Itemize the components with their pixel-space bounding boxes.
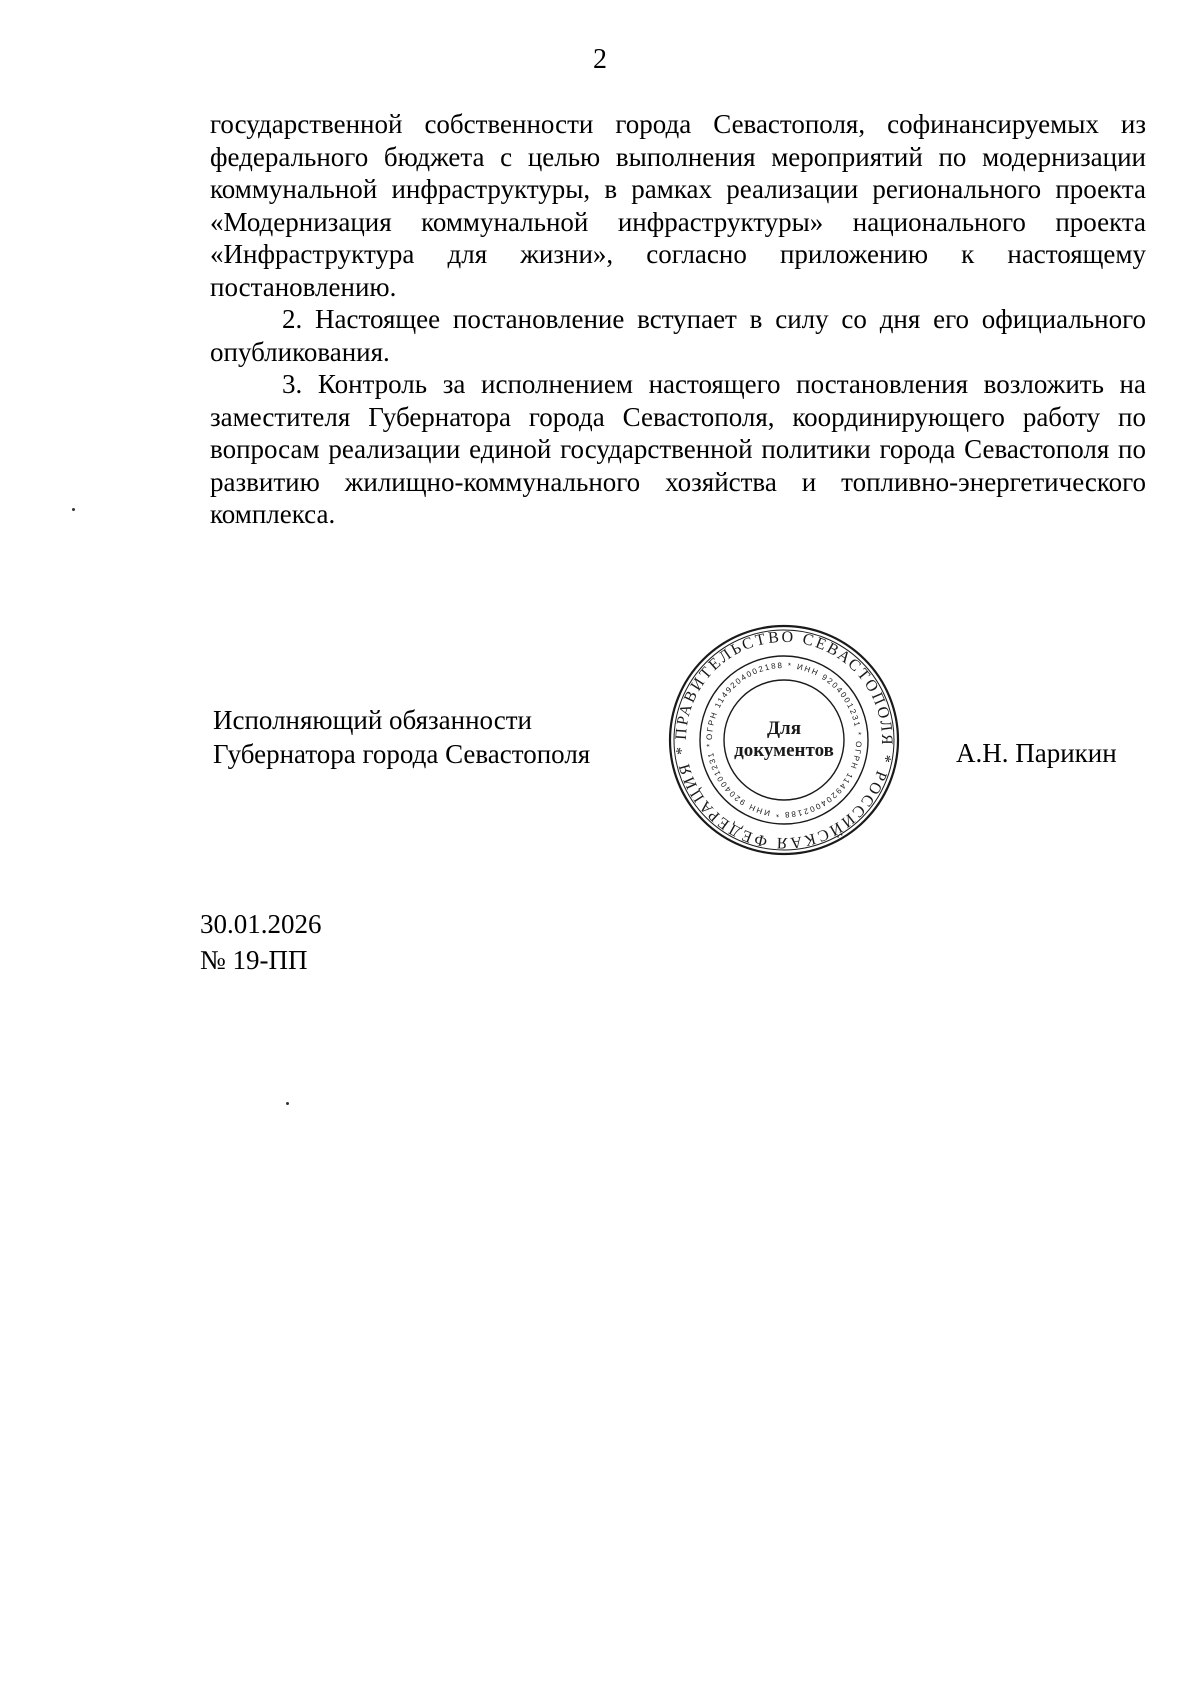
paragraph-continuation: государственной собственности города Севастополя, софинансируемых из федерального бюджета с целью выполнения мероприятий по модернизации коммунальной инфраструктуры, в рамках реализации регионального проекта «Модернизация коммунальной инфраструктуры» национального проекта «Инфраструктура для жизни», согласно приложению к настоящему постановлению. [210,109,1146,302]
document-number: № 19-ПП [200,945,308,975]
document-body [210,108,1146,531]
official-seal-stamp [666,622,902,858]
document-date: 30.01.2026 [200,909,322,939]
signatory-position [213,703,590,771]
signatory-name: А.Н. Парикин [956,738,1117,768]
scan-speck [72,508,75,511]
paragraph-effective-date: 2. Настоящее постановление вступает в силу со дня его официального опубликования. [210,304,1146,367]
page-number: 2 [593,44,607,75]
scan-speck [286,1102,289,1105]
stamp-center-line1: Для [766,718,802,739]
signatory-position-line2: Губернатора города Севастополя [213,739,591,769]
stamp-outer-text: ПРАВИТЕЛЬСТВО СЕВАСТОПОЛЯ * РОССИЙСКАЯ ФЕДЕРАЦИЯ * [672,628,896,852]
signatory-position-line1: Исполняющий обязанности [213,705,532,735]
document-date-number [200,906,322,978]
stamp-inner-text: ОГРН 1149204002188 * ИНН 9204001231 * ОГРН 1149204002188 * ИНН 9204001231 * [704,660,864,820]
paragraph-control: 3. Контроль за исполнением настоящего постановления возложить на заместителя Губернатора города Севастополя, координирующего работу по вопросам реализации единой государственной политики города Севастополя по развитию жилищно-коммунального хозяйства и топливно-энергетического комплекса. [210,369,1146,529]
stamp-center-line2: документов [734,740,834,761]
